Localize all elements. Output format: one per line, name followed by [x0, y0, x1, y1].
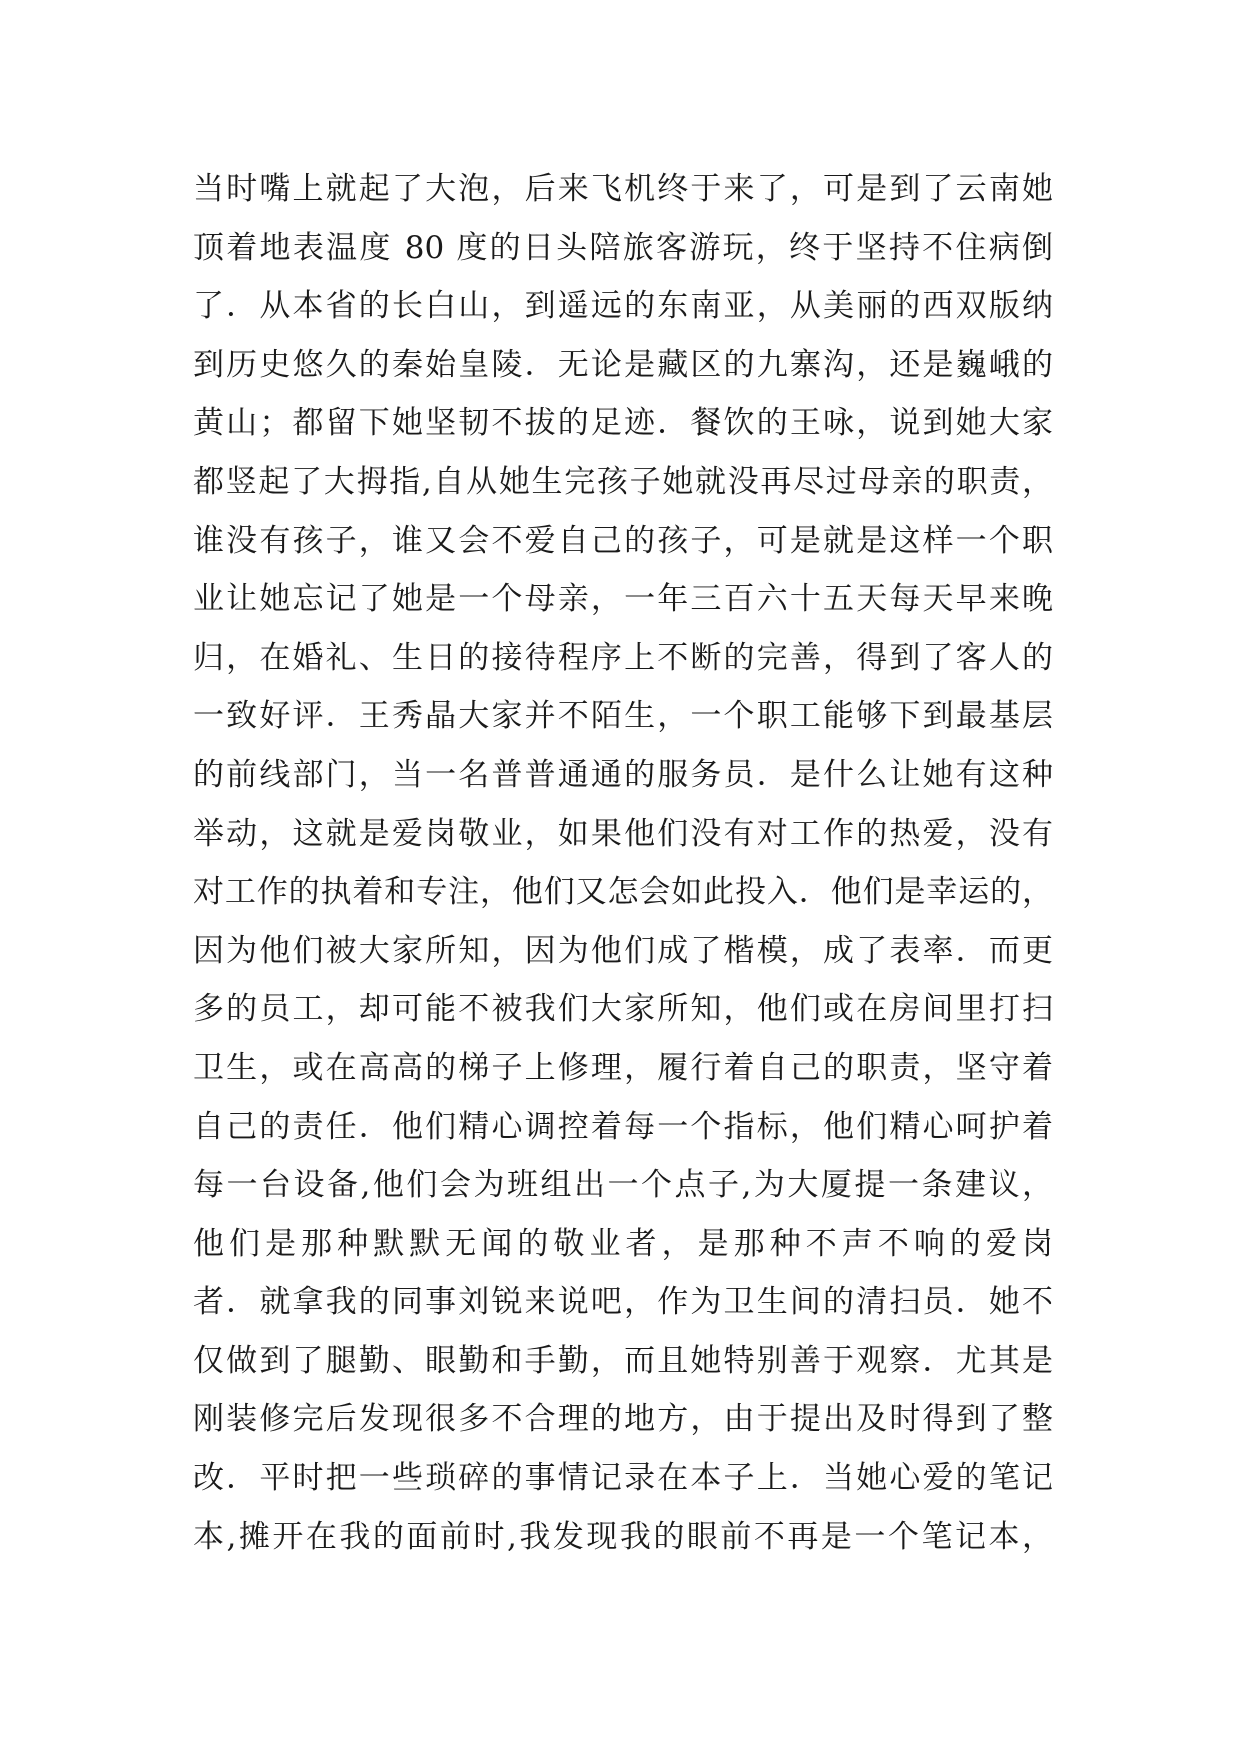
text-line: 者．就拿我的同事刘锐来说吧，作为卫生间的清扫员．她不	[193, 1284, 1053, 1321]
text-line: 都竖起了大拇指,自从她生完孩子她就没再尽过母亲的职责，	[193, 463, 1053, 500]
text-line: 自己的责任．他们精心调控着每一个指标，他们精心呵护着	[193, 1108, 1053, 1145]
text-line: 归，在婚礼、生日的接待程序上不断的完善，得到了客人的	[193, 639, 1053, 676]
body-text	[193, 160, 1053, 1566]
text-line: 黄山；都留下她坚韧不拔的足迹．餐饮的王咏，说到她大家	[193, 405, 1053, 442]
text-line: 本,摊开在我的面前时,我发现我的眼前不再是一个笔记本，	[193, 1518, 1053, 1555]
text-line: 到历史悠久的秦始皇陵．无论是藏区的九寨沟，还是巍峨的	[193, 346, 1053, 383]
text-line: 因为他们被大家所知，因为他们成了楷模，成了表率．而更	[193, 932, 1053, 969]
text-line: 的前线部门，当一名普普通通的服务员．是什么让她有这种	[193, 756, 1053, 793]
text-line: 多的员工，却可能不被我们大家所知，他们或在房间里打扫	[193, 991, 1053, 1028]
text-line: 业让她忘记了她是一个母亲，一年三百六十五天每天早来晚	[193, 581, 1053, 618]
text-line: 仅做到了腿勤、眼勤和手勤，而且她特别善于观察．尤其是	[193, 1342, 1053, 1379]
text-line: 一致好评．王秀晶大家并不陌生，一个职工能够下到最基层	[193, 698, 1053, 735]
text-line: 他们是那种默默无闻的敬业者，是那种不声不响的爱岗	[193, 1225, 1053, 1262]
text-line: 改．平时把一些琐碎的事情记录在本子上．当她心爱的笔记	[193, 1460, 1053, 1497]
text-line: 对工作的执着和专注，他们又怎会如此投入．他们是幸运的，	[193, 874, 1053, 911]
text-line: 卫生，或在高高的梯子上修理，履行着自己的职责，坚守着	[193, 1049, 1053, 1086]
text-line: 刚装修完后发现很多不合理的地方，由于提出及时得到了整	[193, 1401, 1053, 1438]
text-line: 谁没有孩子，谁又会不爱自己的孩子，可是就是这样一个职	[193, 522, 1053, 559]
text-line: 顶着地表温度 80 度的日头陪旅客游玩，终于坚持不住病倒	[193, 229, 1053, 266]
text-line: 当时嘴上就起了大泡，后来飞机终于来了，可是到了云南她	[193, 171, 1053, 207]
text-line: 每一台设备,他们会为班组出一个点子,为大厦提一条建议，	[193, 1167, 1053, 1204]
text-line: 了．从本省的长白山，到遥远的东南亚，从美丽的西双版纳	[193, 288, 1053, 325]
text-line: 举动，这就是爱岗敬业，如果他们没有对工作的热爱，没有	[193, 815, 1053, 852]
